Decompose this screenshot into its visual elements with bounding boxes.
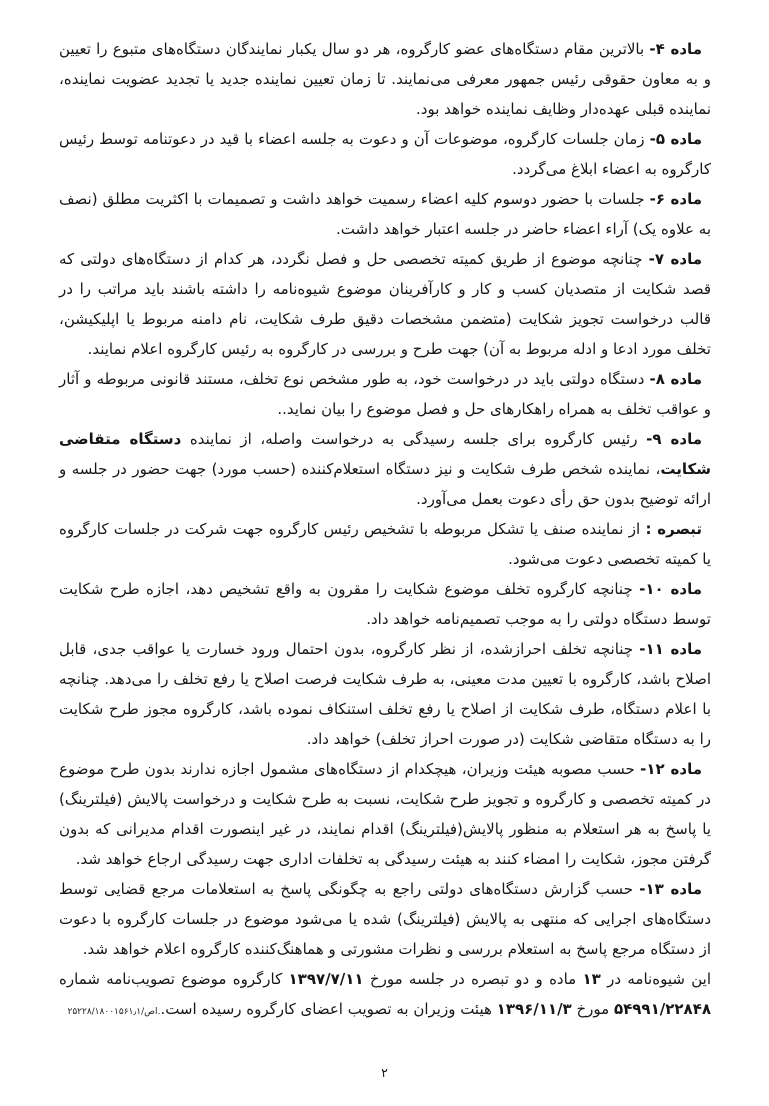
page-number: ۲ <box>381 1065 388 1080</box>
article-7-paragraph <box>59 244 711 364</box>
article-6-text: جلسات با حضور دوسوم کلیه اعضاء رسمیت خواهد داشت و تصمیمات با اکثریت مطلق (نصف به علاوه یک) آراء اعضاء حاضر در جلسه اعتبار خواهد داشت. <box>59 190 711 238</box>
article-7-label: ماده ۷- <box>648 250 702 268</box>
article-9-label: ماده ۹- <box>646 430 702 448</box>
document-body <box>59 34 711 1024</box>
article-12-paragraph <box>59 754 711 874</box>
article-10-text: چنانچه کارگروه تخلف موضوع شکایت را مقرون به واقع تشخیص دهد، اجازه طرح شکایت توسط دستگاه دولتی را به موجب تصمیم‌نامه خواهد داد. <box>59 580 711 628</box>
article-4-paragraph <box>59 34 711 124</box>
article-13-text: حسب گزارش دستگاه‌های دولتی راجع به چگونگی پاسخ به استعلامات مرجع قضایی توسط دستگاه‌های اجرایی که منتهی به پالایش (فیلترینگ) شده یا می‌شود موضوع در جلسات کارگروه با دعوت از دستگاه مرجع پاسخ به استعلام بررسی و نظرات مشورتی و هماهنگ‌کننده کارگروه اعلام خواهد شد. <box>59 880 711 958</box>
article-9-paragraph <box>59 424 711 514</box>
closing-paragraph <box>59 964 711 1024</box>
article-4-label: ماده ۴- <box>649 40 702 58</box>
closing-text-3: کارگروه موضوع تصویب‌نامه شماره <box>59 970 289 988</box>
article-10-label: ماده ۱۰- <box>639 580 702 598</box>
closing-article-count: ۱۳ <box>582 970 601 988</box>
article-8-text: دستگاه دولتی باید در درخواست خود، به طور مشخص نوع تخلف، مستند قانونی مربوطه و آثار و عواقب تخلف به همراه راهکارهای حل و فصل موضوع را بیان نماید.. <box>59 370 711 418</box>
closing-decree-date: ۱۳۹۶/۱۱/۳ <box>496 1000 572 1018</box>
article-5-paragraph <box>59 124 711 184</box>
note-text: از نماینده صنف یا تشکل مربوطه با تشخیص رئیس کارگروه جهت شرکت در جلسات کارگروه یا کمیته تخصصی دعوت می‌شود. <box>59 520 711 568</box>
note-label: تبصره : <box>645 520 702 538</box>
closing-session-date: ۱۳۹۷/۷/۱۱ <box>288 970 364 988</box>
closing-text-5: هیئت وزیران به تصویب اعضای کارگروه رسیده است. <box>160 1000 497 1018</box>
article-13-paragraph <box>59 874 711 964</box>
closing-text-1: این شیوه‌نامه در <box>600 970 711 988</box>
article-9-bold-phrase: دستگاه متقاضی شکایت <box>59 430 711 478</box>
archive-reference: ۲۵۲۲۸/۱۸۰۰۱۵۶۱٫۱/اص. <box>67 1007 161 1017</box>
article-7-text: چنانچه موضوع از طریق کمیته تخصصی حل و فصل نگردد، هر کدام از دستگاه‌های دولتی که قصد شکایت از متصدیان کسب و کار و کارآفرینان موضوع شیوه‌نامه را داشته باشند باید مراتب را در قالب درخواست تجویز شکایت (متضمن مشخصات دقیق طرف شکایت، نام دامنه مربوط یا اپلیکیشن، تخلف مورد ادعا و ادله مربوط به آن) جهت طرح و بررسی در کارگروه به رئیس کارگروه اعلام نمایند. <box>59 250 711 358</box>
article-5-text: زمان جلسات کارگروه، موضوعات آن و دعوت به جلسه اعضاء با قید در دعوتنامه توسط رئیس کارگروه به اعضاء ابلاغ می‌گردد. <box>59 130 711 178</box>
article-9-text-before: رئیس کارگروه برای جلسه رسیدگی به درخواست واصله، از نماینده <box>181 430 638 448</box>
article-12-label: ماده ۱۲- <box>640 760 702 778</box>
article-9-text-after: ، نماینده شخص طرف شکایت و نیز دستگاه استعلام‌کننده (حسب مورد) جهت حضور در جلسه و ارائه توضیح بدون حق رأی دعوت بعمل می‌آورد. <box>59 460 711 508</box>
article-11-paragraph <box>59 634 711 754</box>
closing-text-2: ماده و دو تبصره در جلسه مورخ <box>363 970 583 988</box>
article-8-paragraph <box>59 364 711 424</box>
article-10-paragraph <box>59 574 711 634</box>
article-4-text: بالاترین مقام دستگاه‌های عضو کارگروه، هر دو سال یکبار نمایندگان دستگاه‌های متبوع را تعیین و به معاون حقوقی رئیس جمهور معرفی می‌نمایند. تا زمان تعیین نماینده جدید یا تجدید عضویت نماینده، نماینده قبلی عهده‌دار وظایف نماینده خواهد بود. <box>59 40 711 118</box>
article-13-label: ماده ۱۳- <box>639 880 702 898</box>
article-8-label: ماده ۸- <box>649 370 702 388</box>
article-5-label: ماده ۵- <box>649 130 702 148</box>
article-12-text: حسب مصوبه هیئت وزیران، هیچکدام از دستگاه‌های مشمول اجازه ندارند بدون طرح موضوع در کمیته تخصصی و کارگروه و تجویز طرح شکایت، نسبت به طرح شکایت و درخواست پالایش (فیلترینگ) یا پاسخ به هر استعلام به منظور پالایش(فیلترینگ) اقدام نمایند، در غیر اینصورت اقدام مدیرانی که بدون گرفتن مجوز، شکایت را امضاء کنند به هیئت رسیدگی به تخلفات اداری جهت رسیدگی ارجاع خواهد شد. <box>59 760 711 868</box>
article-6-label: ماده ۶- <box>649 190 702 208</box>
article-11-label: ماده ۱۱- <box>639 640 702 658</box>
article-6-paragraph <box>59 184 711 244</box>
closing-decree-number: ۵۴۹۹۱/۲۲۸۴۸ <box>613 1000 711 1018</box>
note-paragraph <box>59 514 711 574</box>
closing-text-4: مورخ <box>571 1000 614 1018</box>
article-11-text: چنانچه تخلف احرازشده، از نظر کارگروه، بدون احتمال ورود خسارت یا عواقب جدی، قابل اصلاح باشد، کارگروه با تعیین مدت معینی، به طرف شکایت فرصت اصلاح یا رفع تخلف را می‌دهد. چنانچه با اعلام دستگاه، طرف شکایت از اصلاح یا رفع تخلف استنکاف نموده باشد، کارگروه مجوز طرح شکایت را به دستگاه متقاضی شکایت (در صورت احراز تخلف) خواهد داد. <box>59 640 711 748</box>
